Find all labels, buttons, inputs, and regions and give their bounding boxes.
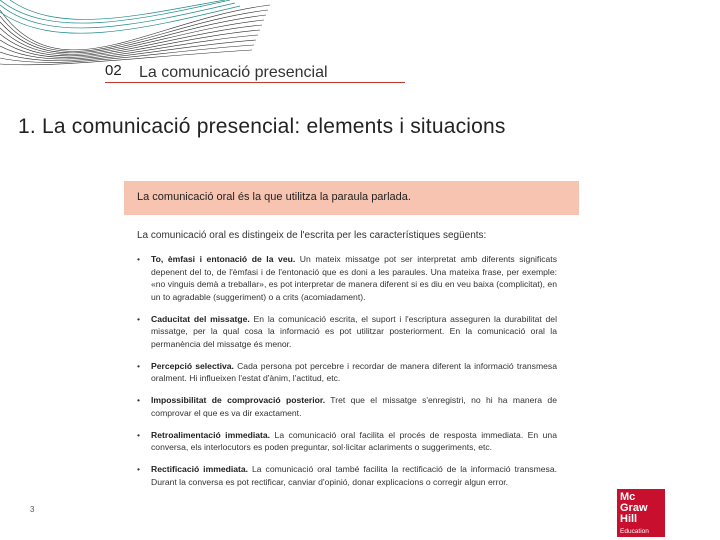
item-term: Impossibilitat de comprovació posterior. [151,395,326,405]
intro-text: La comunicació oral es distingeix de l'escrita per les característiques següents: [137,230,487,241]
bullet-icon: • [137,429,141,440]
item-term: Retroalimentació immediata. [151,429,271,440]
item-term: Percepció selectiva. [151,360,234,371]
header-underline [105,82,405,83]
logo-line: Mc [620,491,636,503]
item-term: Rectificació immediata. [151,464,249,474]
list-item [137,360,557,385]
list-item [137,429,557,454]
item-text: Un mateix missatge pot ser interpretat amb diferents significats depenent del to, de l'èmfasi i de l'entonació que es doni a les paraules. Una mateixa frase, per exemple: «no vinguis demà a treballar», es pot interpretar de manera diferent si es diu en veu baixa (complicitat), en un to agradable (suggeriment) o a crits (acomiadament). [151,254,557,302]
logo-subtitle: Education [620,528,649,535]
page-number: 3 [30,505,35,514]
list-item [137,253,557,303]
mcgraw-hill-logo [617,489,665,537]
item-text: Cada persona pot percebre i recordar de manera diferent la informació transmesa oralment. Hi influeixen l'estat d'ànim, l'actitud, etc. [151,360,557,383]
bullet-icon: • [137,313,141,324]
bullet-icon: • [137,395,141,405]
section-title: La comunicació presencial [139,64,328,81]
list-item [137,463,557,488]
list-item [137,394,557,419]
bullet-icon: • [137,254,141,264]
item-text: Tret que el missatge s'enregistri, no hi ha manera de comprovar el que es va dir exactament. [151,395,557,418]
item-text: La comunicació oral també facilita la rectificació de la informació transmesa. Durant la conversa es pot rectificar, canviar d'opinió, donar explicacions o corregir algun error. [151,464,557,487]
item-text: La comunicació oral facilita el procés de resposta immediata. En una conversa, els interlocutors es poden preguntar, sol·licitar aclariments o suggeriments, etc. [151,429,557,452]
logo-line: Hill [620,513,638,525]
item-term: Caducitat del missatge. [151,313,250,324]
logo-line: Graw [620,502,648,514]
item-text: En la comunicació escrita, el suport i l'escriptura asseguren la durabilitat del missatge, per la qual cosa la informació es pot utilitzar posteriorment. En la comunicació oral la permanència del missatge és menor. [151,313,557,349]
slide-heading: 1. La comunicació presencial: elements i situacions [18,115,506,138]
section-number: 02 [105,62,122,79]
definition-text: La comunicació oral és la que utilitza la paraula parlada. [137,191,411,203]
bullet-icon: • [137,464,141,474]
item-term: To, èmfasi i entonació de la veu. [151,254,296,264]
list-item [137,313,557,351]
bullet-icon: • [137,360,141,371]
definition-box [124,181,579,215]
characteristics-list [137,253,557,498]
